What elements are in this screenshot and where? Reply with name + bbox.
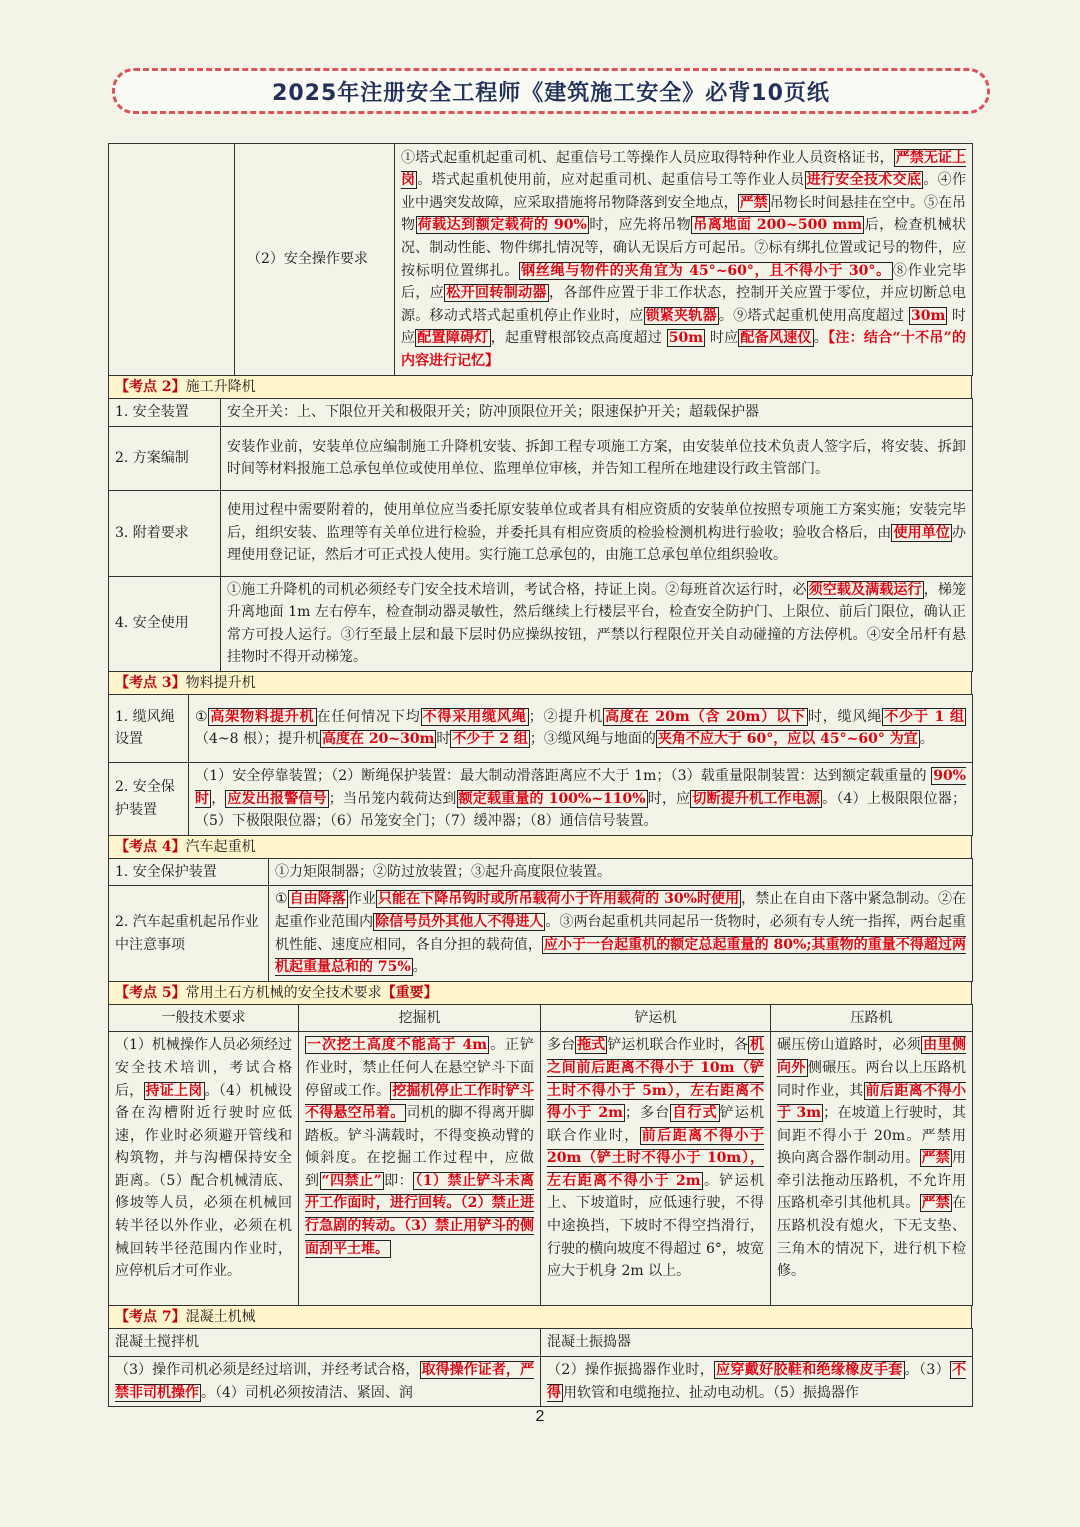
body-text: 即： (383, 1172, 414, 1189)
highlight-text: “四禁止” (321, 1172, 382, 1189)
crane-ops-label: （2）安全操作要求 (235, 144, 395, 376)
body-text: 。（4）司机必须按清洁、紧固、润 (201, 1384, 413, 1401)
highlight-text: 前后距离不得小于 20m（铲土时不得小于 10m），左右距离不得小于 2m (547, 1127, 765, 1189)
s2-label-4: 4. 安全使用 (109, 576, 221, 671)
highlight-text: 荷载达到额定载荷的 90% (417, 217, 587, 234)
section-7-title: 混凝土机械 (185, 1309, 256, 1326)
s7-text-mixer (109, 1356, 541, 1406)
body-text: 。塔式起重机使用前，应对起重司机、起重信号工等作业人员 (417, 172, 805, 189)
body-text: ①施工升降机的司机必须经专门安全技术培训，考试合格，持证上岗。②每班首次运行时，必 (227, 581, 807, 598)
highlight-text: 持证上岗 (145, 1082, 203, 1099)
s7-header-vibrator: 混凝土振捣器 (541, 1329, 973, 1357)
crane-ops-table (108, 143, 973, 376)
body-text: 时，应先将吊物 (588, 217, 692, 234)
s7-header-mixer: 混凝土搅拌机 (109, 1329, 541, 1357)
s2-text-4 (221, 576, 973, 671)
body-text: ，各部件应置于非工作状态，控制开关应置于零位，并应切断总电源。移动式塔式起重机停止作业时，应 (401, 285, 967, 324)
section-2-title: 施工升降机 (185, 379, 256, 395)
s2-label-2: 2. 方案编制 (109, 426, 221, 490)
body-text: 铲运机联合作业时， (547, 1105, 764, 1144)
section-5-title: 常用土石方机械的安全技术要求 (185, 984, 382, 1001)
s5-header-excavator: 挖掘机 (299, 1004, 541, 1032)
body-text: 侧碾压。两台以上压路机同时作业，其 (777, 1059, 967, 1099)
body-text: ；多台 (624, 1105, 671, 1122)
content (108, 143, 972, 1407)
body-text: 在任何情况下均 (316, 708, 421, 725)
section-4-header (108, 836, 972, 858)
section-7-table (108, 1328, 973, 1407)
highlight-text: 严禁 (921, 1195, 950, 1212)
s5-header-scraper: 铲运机 (541, 1004, 771, 1032)
highlight-text: 取得操作证者，严禁非司机操作 (115, 1361, 535, 1401)
highlight-text: 90%时 (195, 767, 966, 807)
s3-label-1: 1. 缆风绳设置 (109, 694, 189, 762)
body-text: ，起重臂根部铰点高度超过 (490, 330, 667, 347)
body-text: （4~8 根）；提升机 (195, 731, 320, 748)
body-text: 。（4）机械设备在沟槽附近行驶时应低速，作业时必须避开管线和构筑物，并与沟槽保持安全距离。（5）配合机械清底、修坡等人员，必须在机械回转半径以外作业，必须在机械回转半径范围内作业时，应停机后才可作业。 (115, 1082, 292, 1280)
highlight-text: 应发出报警信号 (227, 790, 327, 807)
body-text: 。③两台起重机共同起吊一货物时，必须有专人统一指挥，两台起重机性能、速度应相同，各自分担的载荷值， (275, 913, 967, 953)
body-text: ，禁止在自由下落中紧急制动。②在起重作业范围内 (275, 891, 967, 930)
body-text: 铲运机联合作业时，各 (607, 1037, 749, 1054)
s2-text-1 (221, 399, 973, 427)
body-text: 。铲运机上、下坡道时，应低速行驶，不得中途换挡，下坡时不得空挡滑行，行驶的横向坡度不得超过 6°，坡宽应大于机身 2m 以上。 (547, 1172, 764, 1280)
highlight-text: 只能在下降吊钩时或所吊载荷小于许用载荷的 30%时使用 (378, 891, 740, 908)
highlight-text: （1）禁止铲斗未离开工作面时，进行回转。（2）禁止进行急剧的转动。（3）禁止用铲斗的侧面刮平土堆。 (305, 1172, 534, 1257)
highlight-text: 严禁无证上岗 (401, 149, 967, 189)
highlight-text: 高度在 20~30m (322, 731, 435, 748)
s5-header-general: 一般技术要求 (109, 1004, 299, 1032)
s2-label-3: 3. 附着要求 (109, 490, 221, 576)
highlight-text: 切断提升机工作电源 (692, 790, 821, 807)
s3-text-1 (189, 694, 973, 762)
body-text: 吊物长时间悬挂在空中。⑤在吊物 (401, 194, 967, 234)
highlight-text: 夹角不应大于 60°，应以 45°~60° 为宜 (657, 731, 918, 748)
body-text: （3）操作司机必须是经过培训，并经考试合格， (115, 1361, 420, 1378)
body-text: 用软管和电缆拖拉、扯动电动机。（5）振捣器作 (563, 1384, 859, 1401)
highlight-text: 30m (911, 307, 946, 324)
s5-text-scraper (541, 1032, 771, 1306)
section-3-header (108, 672, 972, 694)
s5-header-roller: 压路机 (771, 1004, 973, 1032)
section-3-title: 物料提升机 (185, 674, 256, 691)
highlight-text: 不少于 2 组 (452, 731, 528, 748)
highlight-text: 使用单位 (893, 524, 951, 541)
highlight-text: 50m (668, 330, 704, 347)
highlight-text: 机之间前后距离不得小于 10m（铲土时不得小于 5m），左右距离不得小于 2m (547, 1037, 765, 1122)
body-text: ① (195, 708, 209, 725)
highlight-text: 应穿戴好胶鞋和绝缘橡皮手套 (716, 1361, 903, 1378)
highlight-text: 严禁 (739, 194, 768, 211)
body-text: ⑧作业完毕后，应 (401, 262, 967, 302)
s4-label-1: 1. 安全保护装置 (109, 858, 269, 886)
body-text: 多台 (547, 1037, 576, 1054)
body-text: 安全开关：上、下限位开关和极限开关；防冲顶限位开关；限速保护开关；超载保护器 (227, 404, 759, 420)
body-text: ；在坡道上行驶时，其间距不得小于 20m。严禁用换向离合器作制动用。 (777, 1105, 966, 1167)
body-text: 。 (919, 731, 934, 748)
s2-text-2 (221, 426, 973, 490)
body-text: 。正铲作业时，禁止任何人在悬空铲斗下面停留或工作。 (305, 1037, 534, 1099)
body-text: （2）操作振捣器作业时， (547, 1361, 715, 1378)
section-2-header (108, 376, 972, 398)
body-text: 。④作业中遇突发故障，应采取措施将吊物降落到安全地点， (401, 172, 967, 211)
highlight-text: 进行安全技术交底 (806, 172, 922, 189)
section-4-bracket: 【考点 4】 (115, 838, 186, 855)
body-text: 司机的脚不得离开脚踏板。铲斗满载时，不得变换动臂的倾斜度。在挖掘工作过程中，应做到 (305, 1105, 535, 1189)
body-text: ① (275, 891, 288, 908)
s3-label-2: 2. 安全保护装置 (109, 762, 189, 835)
s3-text-2 (189, 762, 973, 835)
body-text: 时，缆风绳 (807, 708, 883, 725)
s5-text-excavator (299, 1032, 541, 1306)
section-5-important: 【重要】 (381, 984, 438, 1001)
body-text: 。 (813, 330, 829, 347)
body-text: 时应 (705, 330, 739, 347)
body-text: 用牵引法拖动压路机，不允许用压路机牵引其他机具。 (777, 1150, 966, 1212)
highlight-text: 应小于一台起重机的额定总起重量的 80%;其重物的重量不得超过两机起重量总和的 75% (275, 936, 967, 976)
section-5-header (108, 982, 972, 1004)
section-2-bracket: 【考点 2】 (115, 379, 186, 395)
s5-text-roller (771, 1032, 973, 1306)
highlight-text: 松开回转制动器 (446, 285, 547, 302)
highlight-text: 高架物料提升机 (210, 708, 315, 725)
body-text: ；②提升机 (528, 708, 604, 725)
body-text: 时 (436, 731, 451, 748)
body-text: 。⑨塔式起重机使用高度超过 (718, 307, 909, 324)
highlight-text: 锁紧夹轨器 (645, 307, 717, 324)
s2-label-1: 1. 安全装置 (109, 399, 221, 427)
body-text: 。（4）上极限限位器；（5）下极限限位器；（6）吊笼安全门；（7）缓冲器；（8）通信信号装置。 (195, 790, 967, 830)
highlight-text: 前后距离不得小于 3m (777, 1082, 966, 1122)
body-text: ， (211, 790, 226, 807)
highlight-text: 自行式 (672, 1105, 718, 1122)
body-text: 碾压傍山道路时，必须 (777, 1037, 922, 1054)
highlight-text: 不得 (547, 1361, 966, 1401)
body-text: 办理使用登记证，然后才可正式投人使用。实行施工总承包的，由施工总承包单位组织验收。 (227, 524, 967, 564)
body-text: （1）机械操作人员必须经过安全技术培训，考试合格后， (115, 1037, 292, 1099)
body-text: 。（3） (904, 1361, 950, 1378)
section-3-bracket: 【考点 3】 (115, 674, 186, 691)
body-text: 时，应 (647, 790, 691, 807)
body-text: ；③缆风绳与地面的 (529, 731, 656, 748)
section-4-table (108, 858, 973, 982)
s4-label-2: 2. 汽车起重机起吊作业中注意事项 (109, 886, 269, 981)
body-text: ；当吊笼内载荷达到 (328, 790, 457, 807)
highlight-text: 不得采用缆风绳 (422, 708, 527, 725)
highlight-text: 高度在 20m（含 20m）以下 (605, 708, 806, 725)
crane-ops-empty (109, 144, 235, 376)
body-text: 作业 (347, 891, 376, 908)
highlight-text: 额定载重量的 100%~110% (458, 790, 646, 807)
highlight-text: 须空载及满载运行 (808, 581, 922, 598)
highlight-text: 不少于 1 组 (884, 708, 965, 725)
body-text: 在压路机没有熄火，下无支垫、三角木的情况下，进行机下检修。 (777, 1195, 966, 1280)
s7-text-vibrator (541, 1356, 973, 1406)
highlight-text: 由里侧向外 (777, 1037, 967, 1076)
crane-ops-text (395, 144, 973, 376)
highlight-text: 拖式 (577, 1037, 606, 1054)
section-4-title: 汽车起重机 (185, 838, 256, 855)
note-text: 【注：结合“十不吊”的内容进行记忆】 (401, 330, 966, 369)
s2-text-3 (221, 490, 973, 576)
section-2-table (108, 398, 973, 672)
highlight-text: 配备风速仪 (740, 330, 812, 347)
highlight-text: 挖掘机停止工作时铲斗不得悬空吊着。 (305, 1082, 535, 1122)
body-text: 后，检查机械状况、制动性能、物件绑扎情况等，确认无误后方可起吊。⑦标有绑扎位置或记号的物件，应按标明位置绑扎。 (401, 217, 967, 279)
s4-text-2 (269, 886, 973, 981)
highlight-text: 钢丝绳与物件的夹角宜为 45°~60°，且不得小于 30°。 (521, 262, 891, 279)
body-text: 安装作业前，安装单位应编制施工升降机安装、拆卸工程专项施工方案，由安装单位技术负责人签字后，将安装、拆卸时间等材料报施工总承包单位或使用单位、监理单位审核，并告知工程所在地建设行政主管部门。 (227, 438, 966, 478)
section-3-table (108, 694, 973, 836)
highlight-text: 配置障碍灯 (417, 330, 489, 347)
body-text: ①塔式起重机起重司机、起重信号工等操作人员应取得特种作业人员资格证书， (401, 149, 894, 166)
section-5-bracket: 【考点 5】 (115, 984, 186, 1001)
highlight-text: 除信号员外其他人不得进人 (375, 913, 544, 930)
section-5-table (108, 1004, 973, 1307)
body-text: （1）安全停靠装置；（2）断绳保护装置：最大制动滑落距离应不大于 1m；（3）载重量限制装置：达到额定载重量的 (195, 767, 932, 784)
page-title: 2025年注册安全工程师《建筑施工安全》必背10页纸 (272, 80, 830, 106)
body-text: 使用过程中需要附着的，使用单位应当委托原安装单位或者具有相应资质的安装单位按照专项施工方案实施；安装完毕后，组织安装、监理等有关单位进行检验，并委托具有相应资质的检验检测机构进行验收；验收合格后，由 (227, 502, 966, 541)
highlight-text: 严禁 (921, 1150, 950, 1167)
page-number: 2 (535, 1408, 545, 1425)
section-7-bracket: 【考点 7】 (115, 1309, 186, 1326)
highlight-text: 吊离地面 200~500 mm (693, 217, 863, 234)
body-text: ①力矩限制器；②防过放装置；③起升高度限位装置。 (275, 863, 611, 880)
section-7-header (108, 1306, 972, 1328)
title-banner (112, 68, 990, 114)
s4-text-1 (269, 858, 973, 886)
body-text: 。 (412, 959, 427, 976)
s5-text-general (109, 1032, 299, 1306)
body-text: ，梯笼升离地面 1m 左右停车，检查制动器灵敏性，然后继续上行楼层平台，检查安全防护门、上限位、前后门限位，确认正常方可投人运行。③行至最上层和最下层时仍应操纵按钮，严禁以行程限位开关自动碰撞的方法停机。④安全吊杆有悬挂物时不得开动梯笼。 (227, 581, 967, 666)
body-text: 时应 (401, 307, 967, 347)
highlight-text: 一次挖土高度不能高于 4m (307, 1037, 488, 1054)
highlight-text: 自由降落 (289, 891, 346, 908)
